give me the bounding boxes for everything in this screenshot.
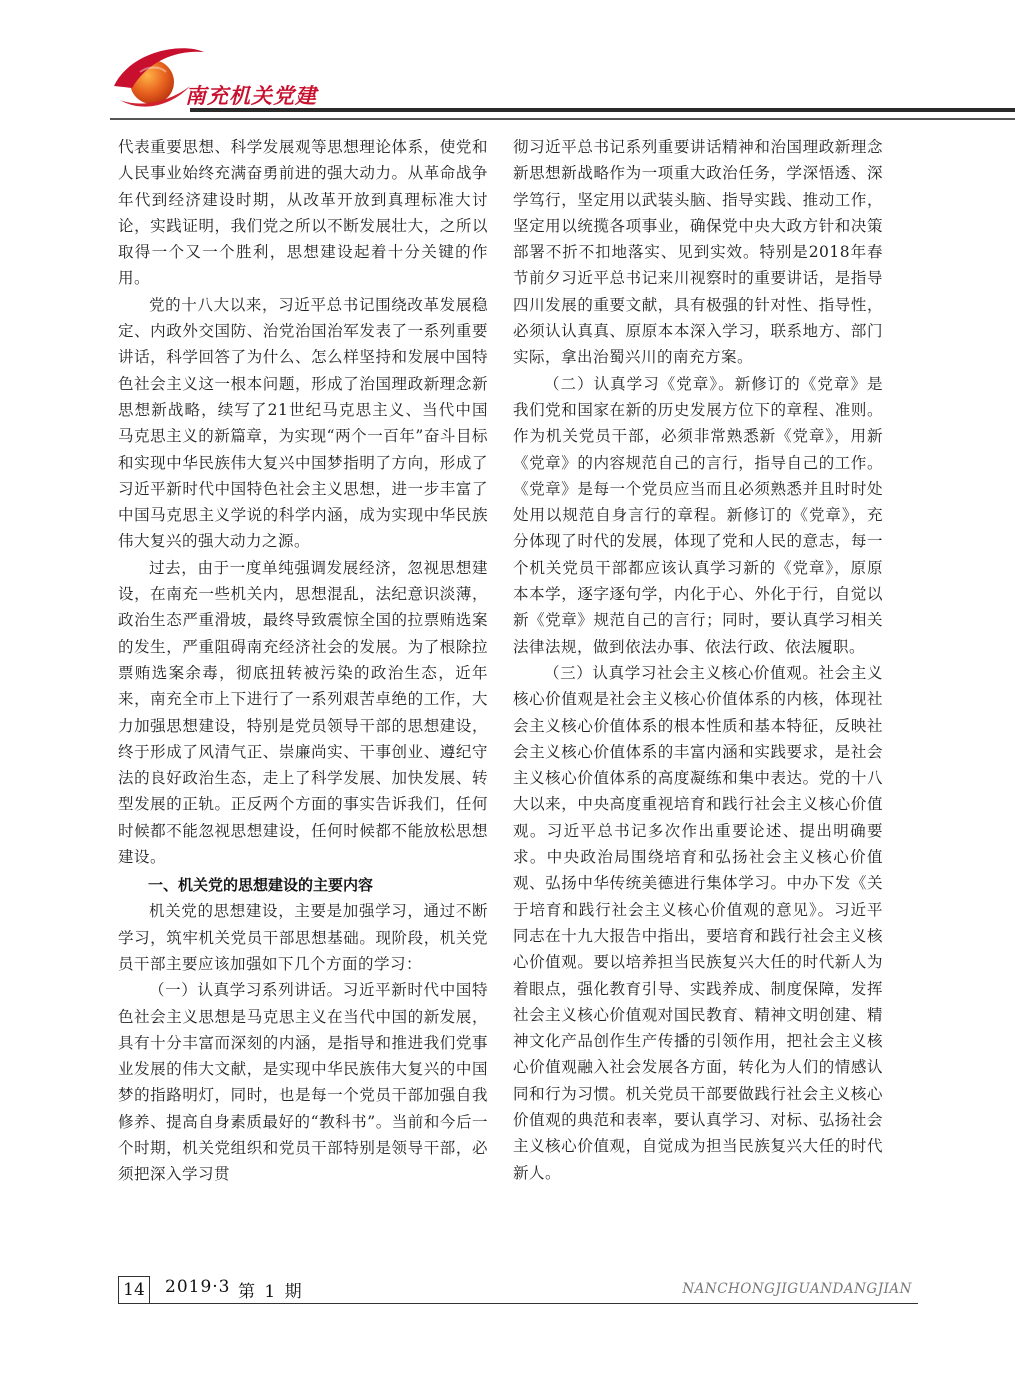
paragraph: 党的十八大以来，习近平总书记围绕改革发展稳定、内政外交国防、治党治国治军发表了一系列重要讲话，科学回答了为什么、怎么样坚持和发展中国特色社会主义这一根本问题，形成了治国理政新理念新思想新战略，续写了21世纪马克思主义、当代中国马克思主义的新篇章，为实现“两个一百年”奋斗目标和实现中华民族伟大复兴中国梦指明了方向，形成了习近平新时代中国特色社会主义思想，进一步丰富了中国马克思主义学说的科学内涵，成为实现中华民族伟大复兴的强大动力之源。 xyxy=(118,295,488,551)
magazine-title: 南充机关党建 xyxy=(185,84,317,108)
paragraph xyxy=(513,660,883,1186)
header-rule-thick xyxy=(190,108,1015,112)
section-heading: 一、机关党的思想建设的主要内容 xyxy=(148,876,374,895)
paragraph-body: 社会主义核心价值观是社会主义核心价值体系的内核，体现社会主义核心价值体系的根本性质和基本特征，反映社会主义核心价值体系的丰富内涵和实践要求，是社会主义核心价值体系的高度凝练和集中表达。党的十八大以来，中央高度重视培育和践行社会主义核心价值观。习近平总书记多次作出重要论述、提出明确要求。中央政治局围绕培育和弘扬社会主义核心价值观、弘扬中华传统美德进行集体学习。中办下发《关于培育和践行社会主义核心价值观的意见》。习近平同志在十九大报告中指出，要培育和践行社会主义核心价值观。要以培养担当民族复兴大任的时代新人为着眼点，强化教育引导、实践养成、制度保障，发挥社会主义核心价值观对国民教育、精神文明创建、精神文化产品创作生产传播的引领作用，把社会主义核心价值观融入社会发展各方面，转化为人们的情感认同和行为习惯。机关党员干部要做践行社会主义核心价值观的典范和表率，要认真学习、对标、弘扬社会主义核心价值观，自觉成为担当民族复兴大任的时代新人。 xyxy=(513,663,883,1182)
page-number: 14 xyxy=(118,1276,150,1304)
subsection-lead: （二）认真学习《党章》。 xyxy=(544,374,735,393)
paragraph: 过去，由于一度单纯强调发展经济，忽视思想建设，在南充一些机关内，思想混乱，法纪意识淡薄，政治生态严重滑坡，最终导致震惊全国的拉票贿选案的发生，严重阻碍南充经济社会的发展。为了根除拉票贿选案余毒，彻底扭转被污染的政治生态，近年来，南充全市上下进行了一系列艰苦卓绝的工作，大力加强思想建设，特别是党员领导干部的思想建设，终于形成了风清气正、崇廉尚实、干事创业、遵纪守法的良好政治生态，走上了科学发展、加快发展、转型发展的正轨。正反两个方面的事实告诉我们，任何时候都不能忽视思想建设，任何时候都不能放松思想建设。 xyxy=(118,558,488,867)
paragraph: 彻习近平总书记系列重要讲话精神和治国理政新理念新思想新战略作为一项重大政治任务，学深悟透、深学笃行，坚定用以武装头脑、指导实践、推动工作，坚定用以统揽各项事业，确保党中央大政方针和决策部署不折不扣地落实、见到实效。特别是2018年春节前夕习近平总书记来川视察时的重要讲话，是指导四川发展的重要文献，具有极强的针对性、指导性，必须认认真真、原原本本深入学习，联系地方、部门实际，拿出治蜀兴川的南充方案。 xyxy=(513,138,883,367)
header-rule-thin xyxy=(110,118,1015,120)
subsection-lead: （一）认真学习系列讲话。 xyxy=(149,981,343,1000)
paragraph xyxy=(118,977,488,1187)
footer-rule xyxy=(118,1303,918,1304)
issue-label: 第 1 期 xyxy=(238,1282,304,1302)
right-column xyxy=(513,134,883,1186)
paragraph: 代表重要思想、科学发展观等思想理论体系，使党和人民事业始终充满奋勇前进的强大动力。从革命战争年代到经济建设时期，从改革开放到真理标准大讨论，实践证明，我们党之所以不断发展壮大，之所以取得一个又一个胜利，思想建设起着十分关键的作用。 xyxy=(118,138,488,288)
paragraph: 机关党的思想建设，主要是加强学习，通过不断学习，筑牢机关党员干部思想基础。现阶段，机关党员干部主要应该加强如下几个方面的学习： xyxy=(118,902,488,973)
running-title: NANCHONGJIGUANDANGJIAN xyxy=(682,1281,912,1297)
paragraph-body: 新修订的《党章》是我们党和国家在新的历史发展方位下的章程、准则。作为机关党员干部，必须非常熟悉新《党章》，用新《党章》的内容规范自己的言行，指导自己的工作。《党章》是每一个党员应当而且必须熟悉并且时时处处用以规范自身言行的章程。新修订的《党章》，充分体现了时代的发展，体现了党和人民的意志，每一个机关党员干部都应该认真学习新的《党章》，原原本本学，逐字逐句学，内化于心、外化于行，自觉以新《党章》规范自己的言行；同时，要认真学习相关法律法规，做到依法办事、依法行政、依法履职。 xyxy=(513,374,883,656)
left-column xyxy=(118,134,488,1188)
issue-date: 2019·3 xyxy=(165,1277,231,1297)
paragraph-body: 习近平新时代中国特色社会主义思想是马克思主义在当代中国的新发展，具有十分丰富而深刻的内涵，是指导和推进我们党事业发展的伟大文献，是实现中华民族伟大复兴的中国梦的指路明灯，同时，也是每一个党员干部加强自我修养、提高自身素质最好的“教科书”。当前和今后一个时期，机关党组织和党员干部特别是领导干部，必须把深入学习贯 xyxy=(118,981,488,1184)
page-header xyxy=(0,0,1015,135)
paragraph xyxy=(513,371,883,660)
subsection-lead: （三）认真学习社会主义核心价值观。 xyxy=(544,663,819,682)
